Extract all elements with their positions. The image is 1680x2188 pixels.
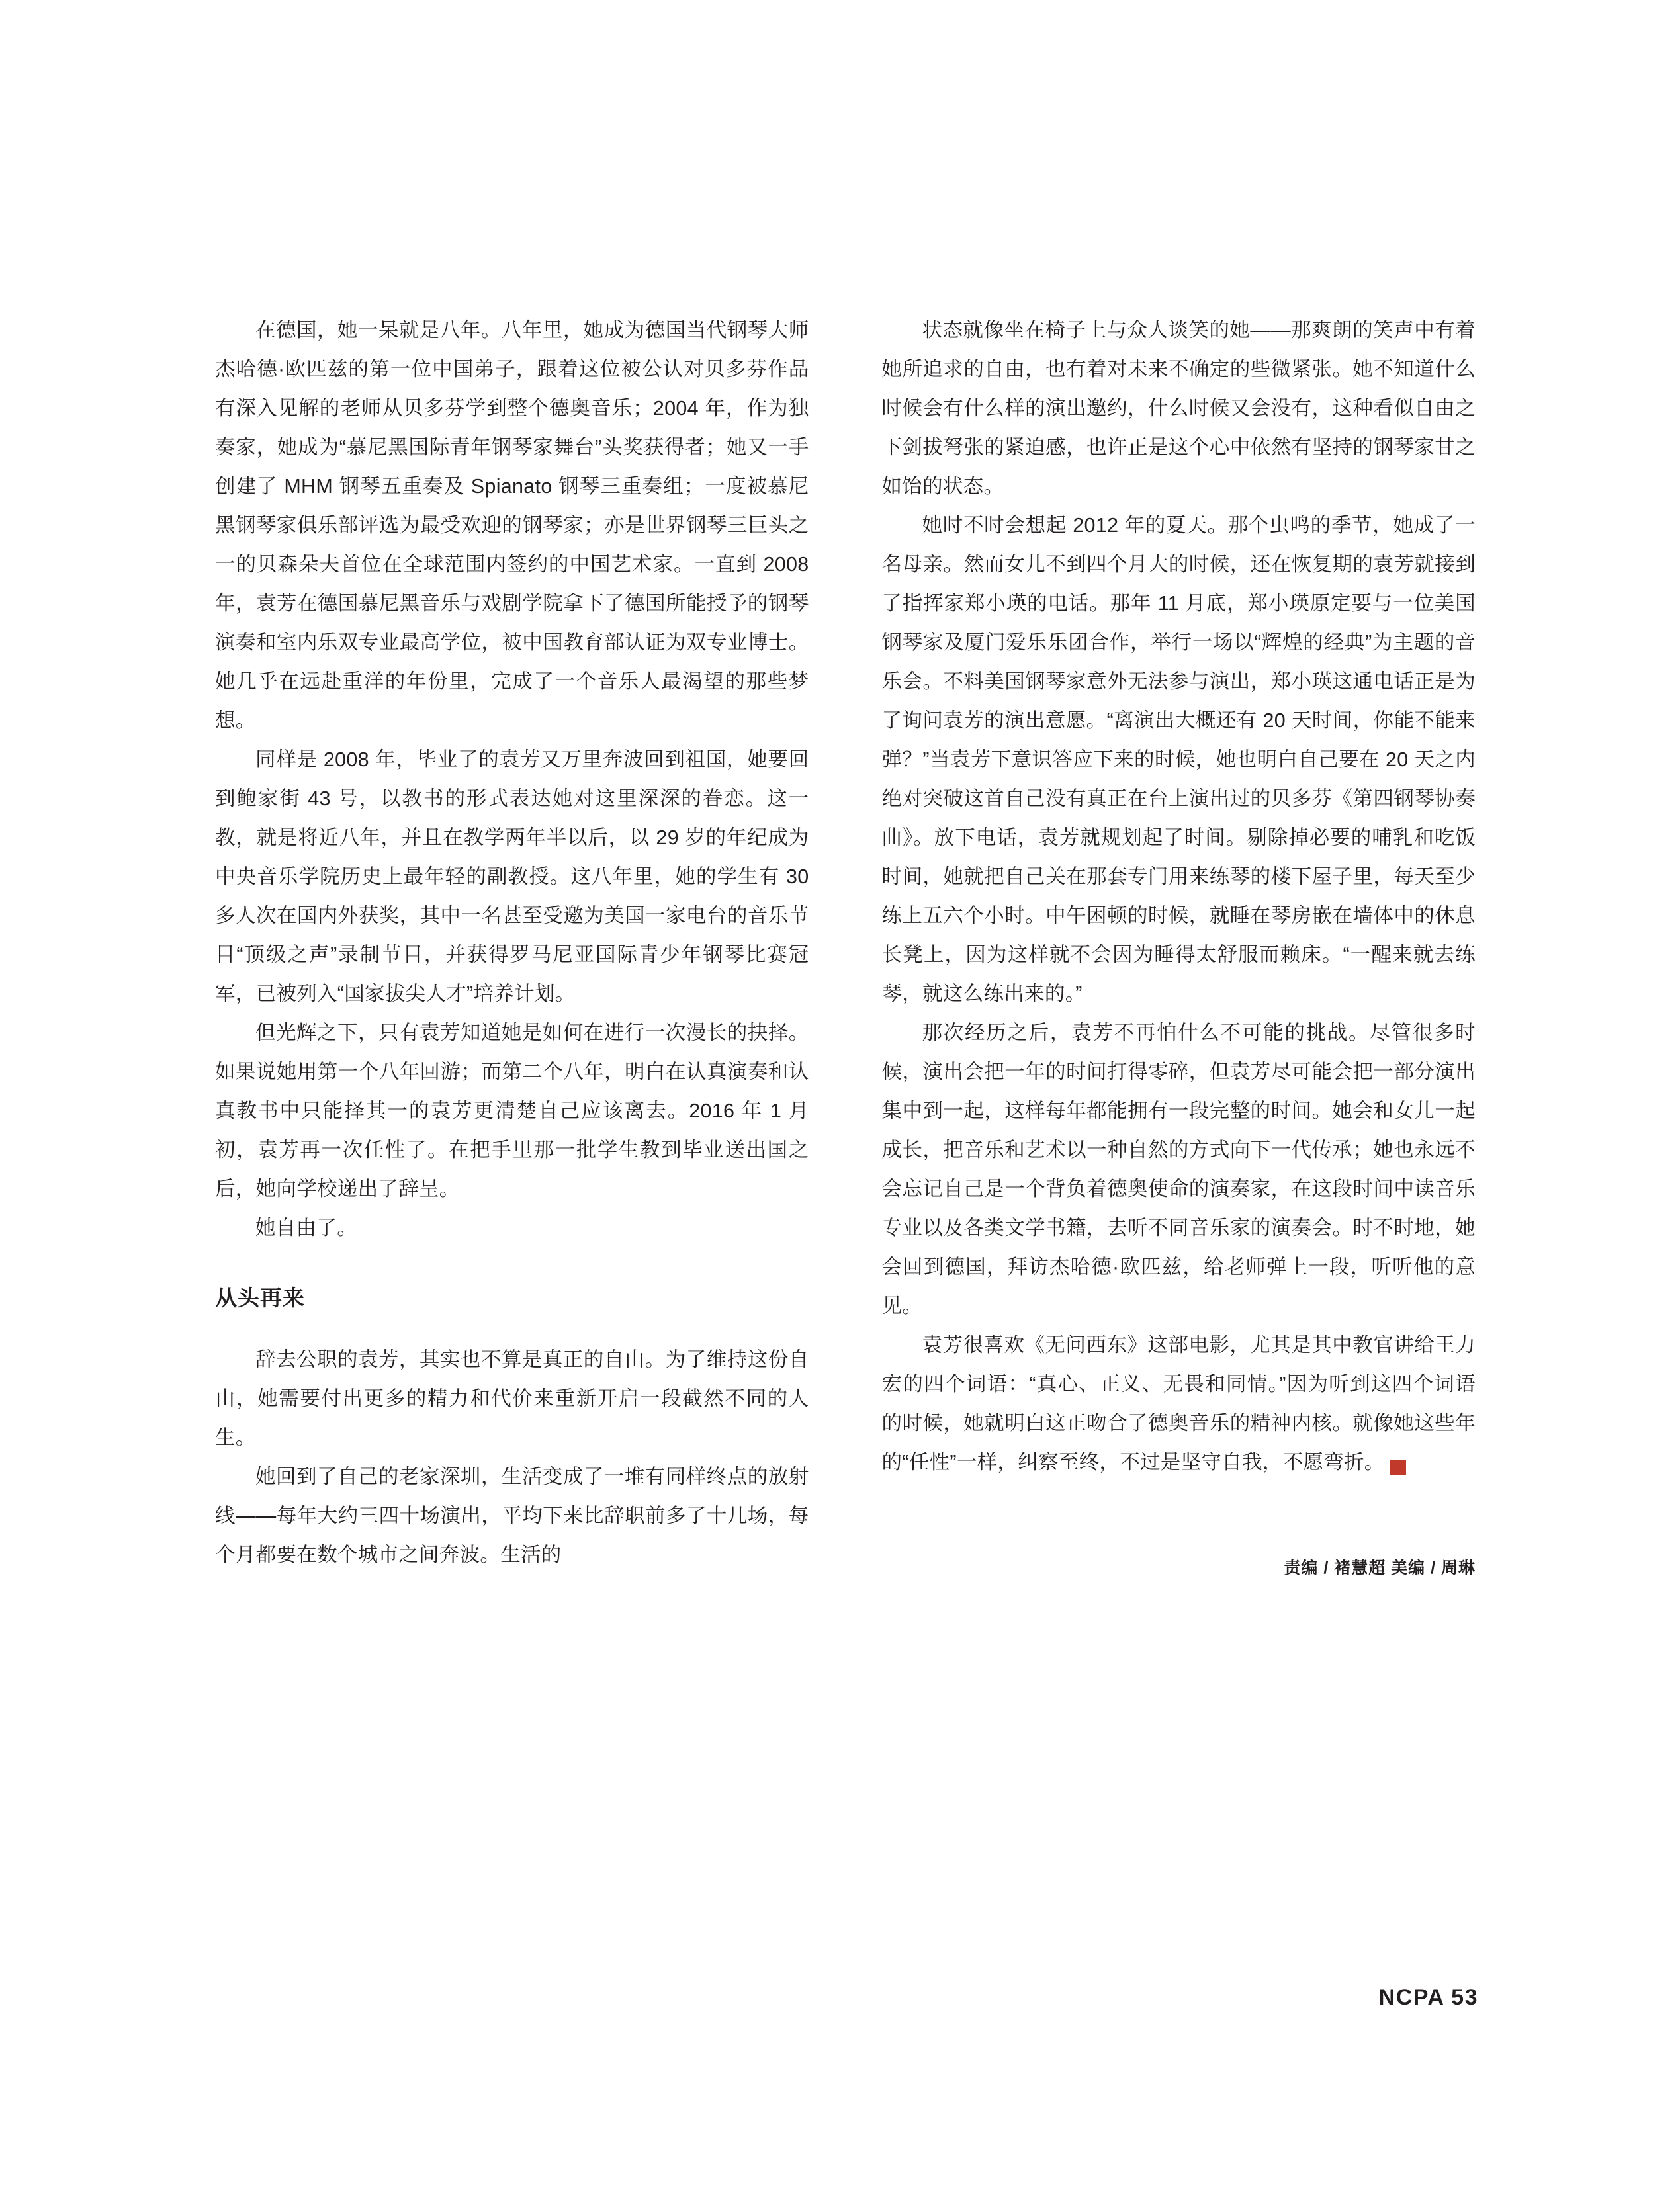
paragraph: 那次经历之后，袁芳不再怕什么不可能的挑战。尽管很多时候，演出会把一年的时间打得零碎，但袁芳尽可能会把一部分演出集中到一起，这样每年都能拥有一段完整的时间。她会和女儿一起成长，把音乐和艺术以一种自然的方式向下一代传承；她也永远不会忘记自己是一个背负着德奥使命的演奏家，在这段时间中读音乐专业以及各类文学书籍，去听不同音乐家的演奏会。时不时地，她会回到德国，拜访杰哈德·欧匹兹，给老师弹上一段，听听他的意见。 <box>881 1022 1476 1317</box>
paragraph: 她时不时会想起 2012 年的夏天。那个虫鸣的季节，她成了一名母亲。然而女儿不到四个月大的时候，还在恢复期的袁芳就接到了指挥家郑小瑛的电话。那年 11 月底，郑小瑛原定要与一位美国钢琴家及厦门爱乐乐团合作，举行一场以“辉煌的经典”为主题的音乐会。不料美国钢琴家意外无法参与演出，郑小瑛这通电话正是为了询问袁芳的演出意愿。“离演出大概还有 20 天时间，你能不能来弹？”当袁芳下意识答应下来的时候，她也明白自己要在 20 天之内绝对突破这首自己没有真正在台上演出过的贝多芬《第四钢琴协奏曲》。放下电话，袁芳就规划起了时间。剔除掉必要的哺乳和吃饭时间，她就把自己关在那套专门用来练琴的楼下屋子里，每天至少练上五六个小时。中午困顿的时候，就睡在琴房嵌在墙体中的休息长凳上，因为这样就不会因为睡得太舒服而赖床。“一醒来就去练琴，就这么练出来的。” <box>881 514 1476 1005</box>
section-heading: 从头再来 <box>215 1286 305 1310</box>
end-mark-icon: 尾 <box>1390 1460 1406 1475</box>
paragraph-text: 袁芳很喜欢《无问西东》这部电影，尤其是其中教官讲给王力宏的四个词语：“真心、正义、无畏和同情。”因为听到这四个词语的时候，她就明白这正吻合了德奥音乐的精神内核。就像她这些年的“任性”一样，纠察至终，不过是坚守自我，不愿弯折。 <box>881 1334 1476 1473</box>
paragraph-final <box>882 1326 1476 1482</box>
article-content <box>215 311 1476 1579</box>
paragraph: 状态就像坐在椅子上与众人谈笑的她——那爽朗的笑声中有着她所追求的自由，也有着对未来不确定的些微紧张。她不知道什么时候会有什么样的演出邀约，什么时候又会没有，这种看似自由之下剑拔弩张的紧迫感，也许正是这个心中依然有坚持的钢琴家甘之如饴的状态。 <box>881 319 1476 498</box>
right-column <box>882 311 1476 1579</box>
page-folio: NCPA 53 <box>1378 1985 1478 2010</box>
two-column-layout <box>215 311 1476 1579</box>
paragraph: 在德国，她一呆就是八年。八年里，她成为德国当代钢琴大师杰哈德·欧匹兹的第一位中国弟子，跟着这位被公认对贝多芬作品有深入见解的老师从贝多芬学到整个德奥音乐；2004 年，作为独奏家，她成为“慕尼黑国际青年钢琴家舞台”头奖获得者；她又一手创建了 MHM 钢琴五重奏及 Spianato 钢琴三重奏组；一度被慕尼黑钢琴家俱乐部评选为最受欢迎的钢琴家；亦是世界钢琴三巨头之一的贝森朵夫首位在全球范围内签约的中国艺术家。一直到 2008 年，袁芳在德国慕尼黑音乐与戏剧学院拿下了德国所能授予的钢琴演奏和室内乐双专业最高学位，被中国教育部认证为双专业博士。她几乎在远赴重洋的年份里，完成了一个音乐人最渴望的那些梦想。 <box>215 319 809 732</box>
paragraph: 但光辉之下，只有袁芳知道她是如何在进行一次漫长的抉择。如果说她用第一个八年回游；而第二个八年，明白在认真演奏和认真教书中只能择其一的袁芳更清楚自己应该离去。2016 年 1 月初，袁芳再一次任性了。在把手里那一批学生教到毕业送出国之后，她向学校递出了辞呈。 <box>215 1022 809 1200</box>
paragraph: 辞去公职的袁芳，其实也不算是真正的自由。为了维持这份自由，她需要付出更多的精力和代价来重新开启一段截然不同的人生。 <box>215 1348 809 1449</box>
paragraph: 她自由了。 <box>255 1217 357 1239</box>
paragraph: 同样是 2008 年，毕业了的袁芳又万里奔波回到祖国，她要回到鲍家街 43 号，以教书的形式表达她对这里深深的眷恋。这一教，就是将近八年，并且在教学两年半以后，以 29 岁的年纪成为中央音乐学院历史上最年轻的副教授。这八年里，她的学生有 30 多人次在国内外获奖，其中一名甚至受邀为美国一家电台的音乐节目“顶级之声”录制节目，并获得罗马尼亚国际青少年钢琴比赛冠军，已被列入“国家拔尖人才”培养计划。 <box>215 748 809 1005</box>
editor-credits: 责编 / 褚慧超 美编 / 周琳 <box>1284 1559 1476 1577</box>
left-column <box>215 311 809 1575</box>
paragraph: 她回到了自己的老家深圳，生活变成了一堆有同样终点的放射线——每年大约三四十场演出，平均下来比辞职前多了十几场，每个月都要在数个城市之间奔波。生活的 <box>215 1466 809 1566</box>
